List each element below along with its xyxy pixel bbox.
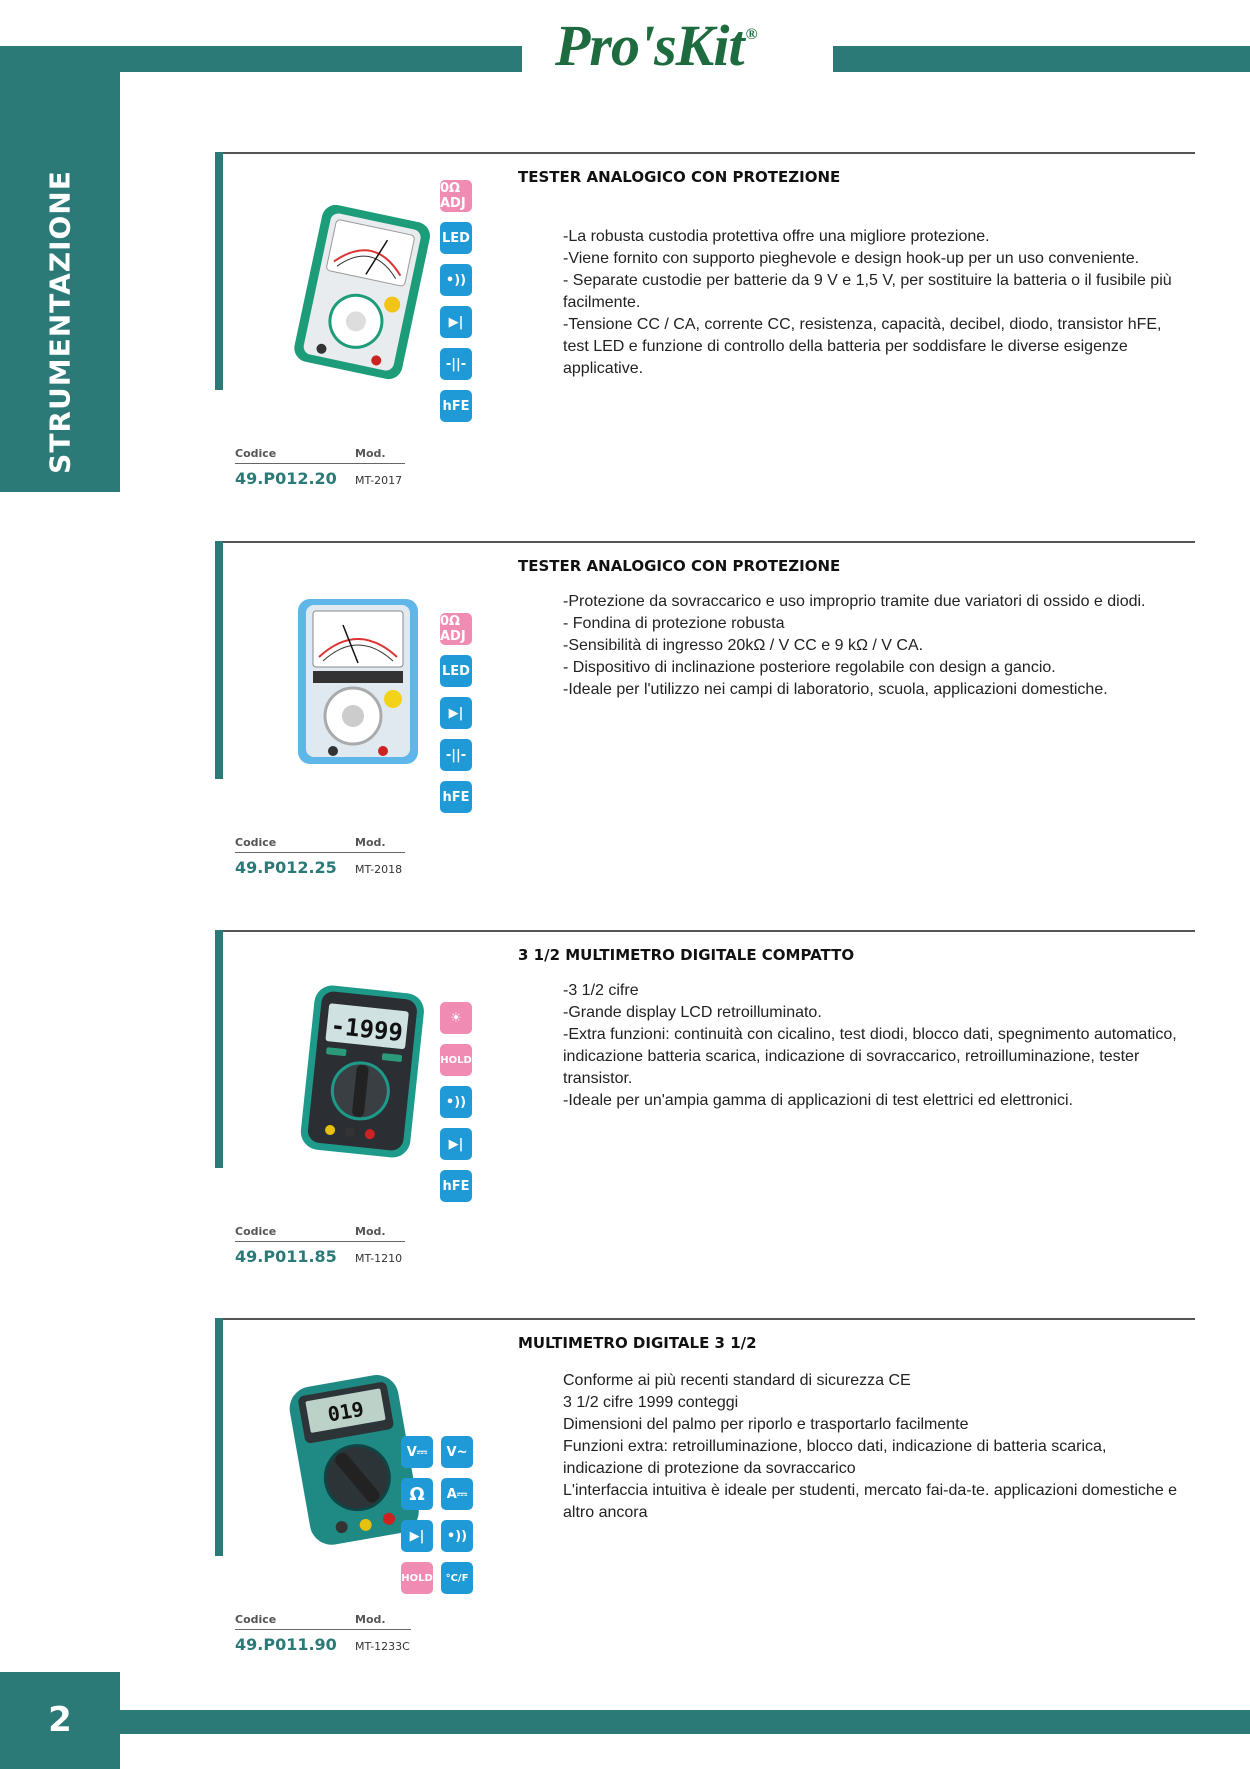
product-code: 49.P012.25 (235, 858, 337, 877)
product-code: 49.P012.20 (235, 469, 337, 488)
hfe-icon: hFE (440, 781, 472, 813)
product-divider (215, 1318, 1195, 1320)
dc-current-icon: A⎓ (441, 1478, 473, 1510)
product-accent-bar (215, 1318, 223, 1556)
hfe-icon: hFE (440, 1170, 472, 1202)
product-description: Conforme ai più recenti standard di sicurezza CE 3 1/2 cifre 1999 conteggi Dimensioni del palmo per riporlo e trasportarlo facilmente Funzioni extra: retroilluminazione, blocco dati, indicazione di batteria scarica, indicazione di protezione da sovraccarico L'interfaccia intuitiva è ideale per studenti, mercato fai-da-te. applicazioni domestiche e altro ancora (563, 1372, 1178, 1521)
product-1 (215, 152, 1195, 542)
product-description: -La robusta custodia protettiva offre una migliore protezione. -Viene fornito con supporto pieghevole e design hook-up per un uso conveniente. - Separate custodie per batterie da 9 V e 1,5 V, per sostituire la batteria o il fusibile più facilmente. -Tensione CC / CA, corrente CC, resistenza, capacità, decibel, diodo, transistor hFE, test LED e funzione di controllo della batteria per soddisfare le diverse esigenze applicative. (563, 228, 1172, 377)
product-code-block: Codice Mod. 49.P011.90 MT-1233C (235, 1613, 410, 1654)
product-3 (215, 930, 1195, 1320)
lcd-readout: -1999 (329, 1011, 405, 1047)
diode-icon: ▶| (440, 1128, 472, 1160)
product-model: MT-1210 (355, 1252, 403, 1265)
product-code-block: Codice Mod. 49.P012.20 MT-2017 (235, 447, 405, 488)
hold-icon: HOLD (401, 1562, 433, 1594)
product-model: MT-1233C (355, 1640, 410, 1653)
hfe-icon: hFE (440, 390, 472, 422)
led-test-icon: LED (440, 222, 472, 254)
zero-ohm-adjust-icon: 0Ω ADJ (440, 613, 472, 645)
product-code: 49.P011.85 (235, 1247, 337, 1266)
continuity-buzzer-icon: •)) (440, 264, 472, 296)
product-divider (215, 930, 1195, 932)
footer-bar (120, 1710, 1250, 1734)
lcd-readout: 019 (325, 1396, 366, 1427)
product-title: TESTER ANALOGICO CON PROTEZIONE (518, 557, 841, 575)
resistance-icon: Ω (401, 1478, 433, 1510)
page-number: 2 (48, 1700, 72, 1740)
backlight-icon: ☀ (440, 1002, 472, 1034)
continuity-buzzer-icon: •)) (441, 1520, 473, 1552)
product-description: -Protezione da sovraccarico e uso improprio tramite due variatori di ossido e diodi. - Fondina di protezione robusta -Sensibilità di ingresso 20kΩ / V CC e 9 kΩ / V CA. - Dispositivo di inclinazione posteriore regolabile con design a gancio. -Ideale per l'utilizzo nei campi di laboratorio, scuola, applicazioni domestiche. (563, 593, 1146, 698)
header-bar-right (833, 46, 1250, 72)
section-label: STRUMENTAZIONE (43, 170, 77, 474)
product-accent-bar (215, 541, 223, 779)
product-divider (215, 152, 1195, 154)
temperature-icon: °C/F (441, 1562, 473, 1594)
product-title: TESTER ANALOGICO CON PROTEZIONE (518, 168, 841, 186)
product-code: 49.P011.90 (235, 1635, 337, 1654)
zero-ohm-adjust-icon: 0Ω ADJ (440, 180, 472, 212)
continuity-buzzer-icon: •)) (440, 1086, 472, 1118)
product-2 (215, 541, 1195, 931)
product-4 (215, 1318, 1195, 1708)
product-title: MULTIMETRO DIGITALE 3 1/2 (518, 1334, 757, 1352)
product-title: 3 1/2 MULTIMETRO DIGITALE COMPATTO (518, 946, 855, 964)
diode-icon: ▶| (440, 697, 472, 729)
product-description: -3 1/2 cifre -Grande display LCD retroilluminato. -Extra funzioni: continuità con cicalino, test diodi, blocco dati, spegnimento automatico, indicazione batteria scarica, indicazione di sovraccarico, retroilluminazione, tester transistor. -Ideale per un'ampia gamma di applicazioni di test elettrici ed elettronici. (563, 982, 1177, 1109)
dc-voltage-icon: V⎓ (401, 1436, 433, 1468)
product-divider (215, 541, 1195, 543)
capacitor-icon: -||- (440, 739, 472, 771)
diode-icon: ▶| (440, 306, 472, 338)
brand-logo: Pro'sKit ® (555, 13, 757, 78)
product-accent-bar (215, 152, 223, 390)
product-model: MT-2017 (355, 474, 403, 487)
product-code-block: Codice Mod. 49.P011.85 MT-1210 (235, 1225, 405, 1266)
ac-voltage-icon: V~ (441, 1436, 473, 1468)
product-model: MT-2018 (355, 863, 403, 876)
capacitor-icon: -||- (440, 348, 472, 380)
diode-icon: ▶| (401, 1520, 433, 1552)
led-test-icon: LED (440, 655, 472, 687)
product-accent-bar (215, 930, 223, 1168)
hold-icon: HOLD (440, 1044, 472, 1076)
analog-tester-photo (253, 192, 453, 382)
digital-multimeter-photo (253, 970, 453, 1160)
analog-tester-photo (253, 581, 453, 771)
product-code-block: Codice Mod. 49.P012.25 MT-2018 (235, 836, 405, 877)
